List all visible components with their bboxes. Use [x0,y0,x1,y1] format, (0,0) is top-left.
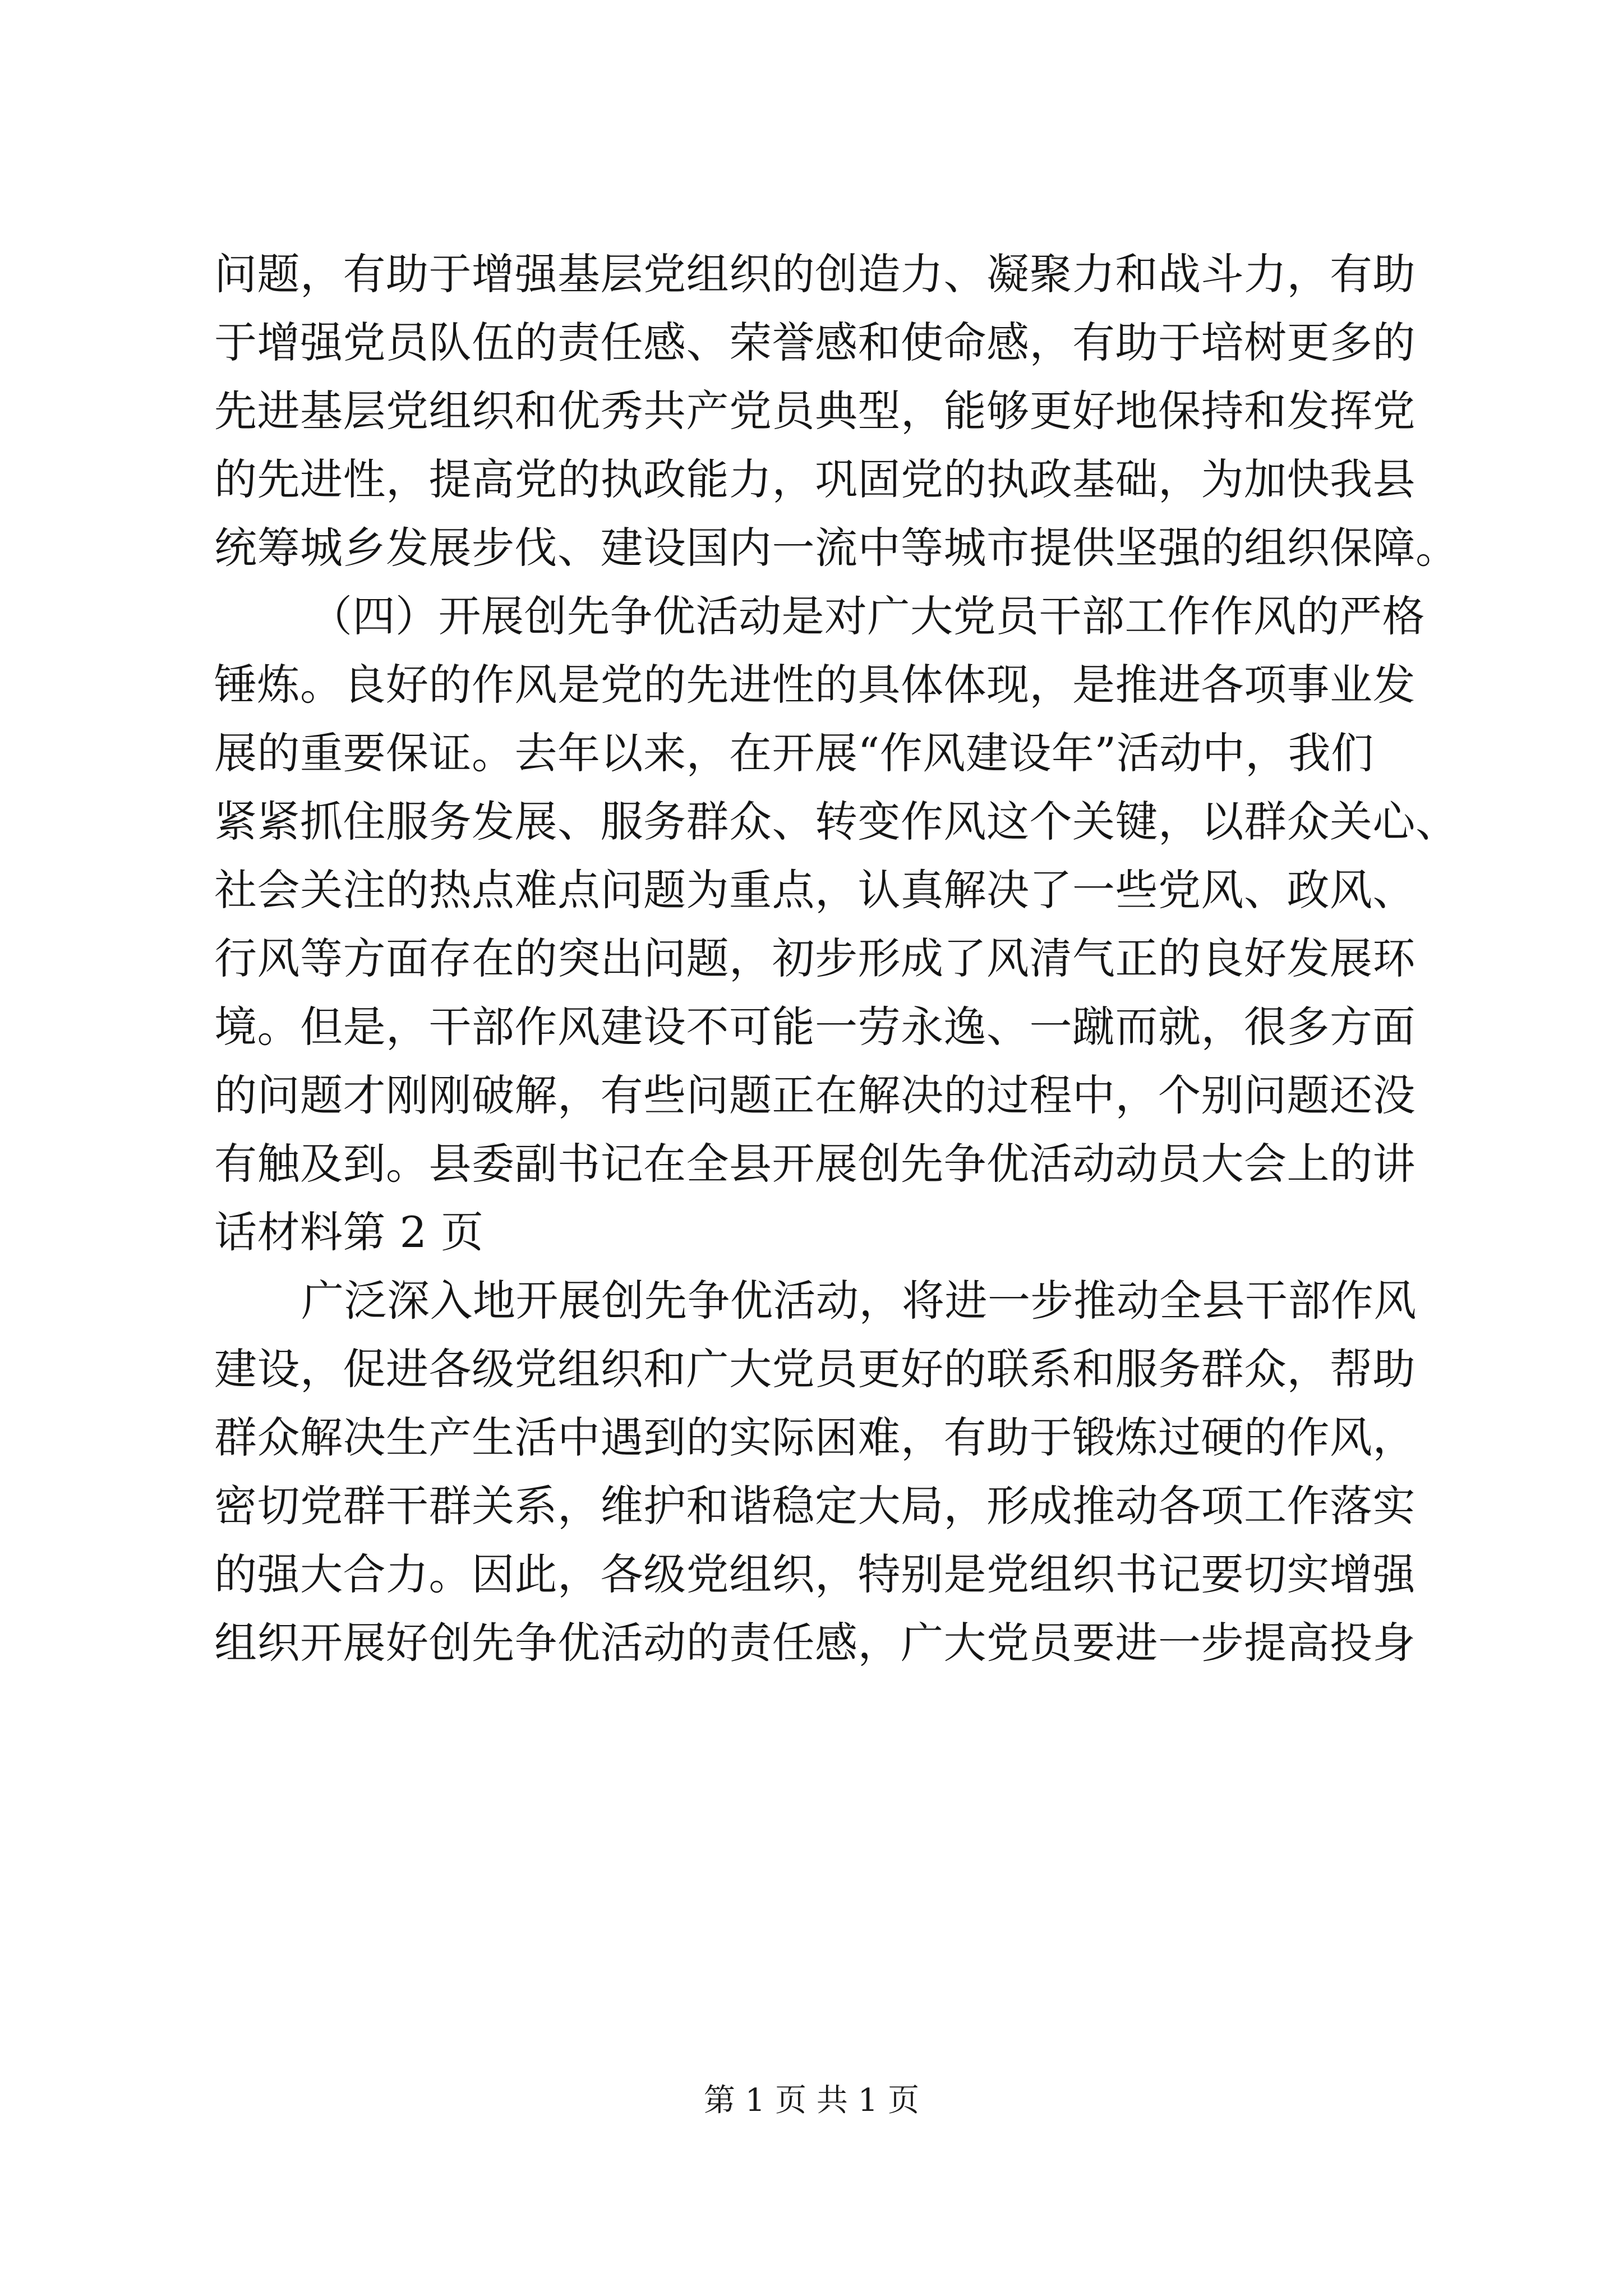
text-line: 展的重要保证。去年以来，在开展“作风建设年”活动中，我们 [214,728,1374,778]
text-line: 组织开展好创先争优活动的责任感，广大党员要进一步提高投身 [214,1618,1415,1668]
text-line: 境。但是，干部作风建设不可能一劳永逸、一蹴而就，很多方面 [214,1002,1415,1052]
paragraph-start-line: 广泛深入地开展创先争优活动，将进一步推动全县干部作风 [301,1276,1417,1326]
text-line: 的强大合力。因此，各级党组织，特别是党组织书记要切实增强 [214,1549,1415,1599]
text-line: 先进基层党组织和优秀共产党员典型，能够更好地保持和发挥党 [214,386,1415,436]
text-line: 统筹城乡发展步伐、建设国内一流中等城市提供坚强的组织保障。 [214,523,1459,573]
text-line: 紧紧抓住服务发展、服务群众、转变作风这个关键，以群众关心、 [214,797,1459,846]
text-line: 的问题才刚刚破解，有些问题正在解决的过程中，个别问题还没 [214,1070,1415,1120]
text-line: 的先进性，提高党的执政能力，巩固党的执政基础，为加快我县 [214,454,1415,504]
page-footer: 第 1 页 共 1 页 [703,2082,920,2119]
text-line: 建设，促进各级党组织和广大党员更好的联系和服务群众，帮助 [214,1344,1415,1394]
text-line: 于增强党员队伍的责任感、荣誉感和使命感，有助于培树更多的 [214,318,1415,367]
text-line: 问题，有助于增强基层党组织的创造力、凝聚力和战斗力，有助 [214,249,1415,299]
text-line: 行风等方面存在的突出问题，初步形成了风清气正的良好发展环 [214,933,1415,983]
text-line: 密切党群干群关系，维护和谐稳定大局，形成推动各项工作落实 [214,1481,1415,1531]
text-line: 群众解决生产生活中遇到的实际困难，有助于锻炼过硬的作风， [214,1412,1415,1462]
paragraph-start-line: （四）开展创先争优活动是对广大党员干部工作作风的严格 [310,591,1425,641]
text-line: 话材料第 2 页 [214,1207,484,1257]
text-line: 社会关注的热点难点问题为重点，认真解决了一些党风、政风、 [214,865,1415,915]
text-line: 锤炼。良好的作风是党的先进性的具体体现，是推进各项事业发 [214,660,1415,710]
text-line: 有触及到。县委副书记在全县开展创先争优活动动员大会上的讲 [214,1139,1415,1189]
document-body [214,240,1459,1677]
